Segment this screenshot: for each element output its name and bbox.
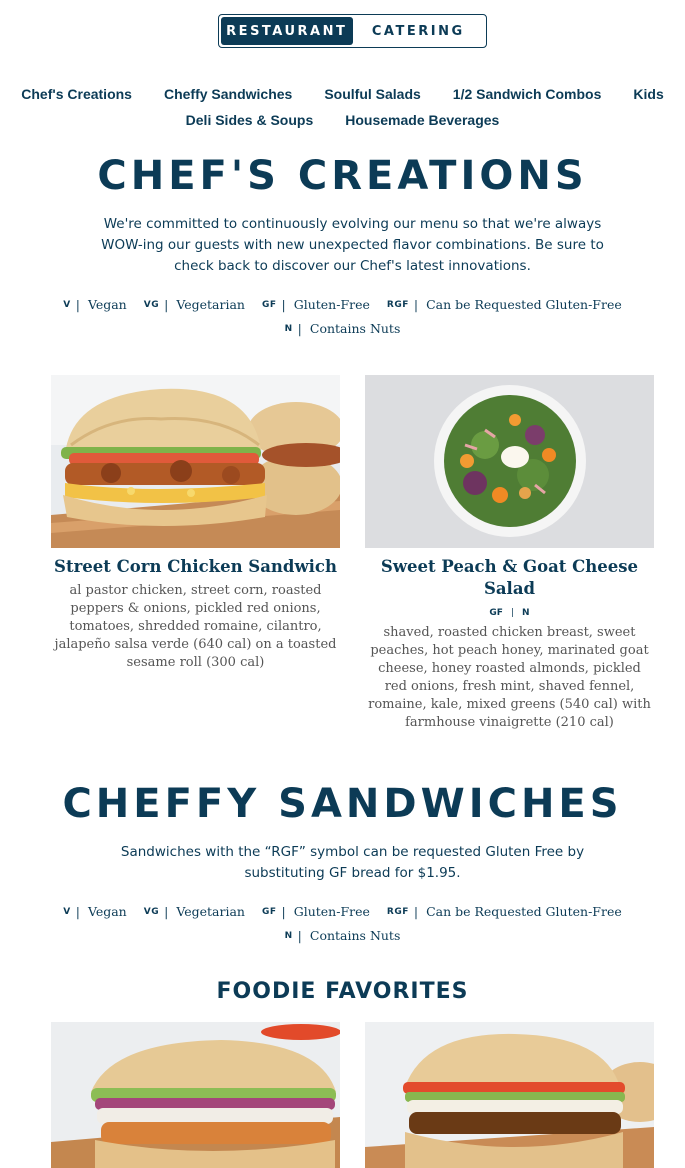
sandwich-image[interactable] [51, 1022, 340, 1168]
legend-label: Can be Requested Gluten-Free [426, 904, 622, 919]
sandwich-image[interactable] [365, 1022, 654, 1168]
cheffy-sandwiches-title: CHEFFY SANDWICHES [62, 781, 623, 827]
legend-code: VG [143, 907, 160, 917]
tag-contains-nuts: N [522, 608, 530, 618]
nav-link-soulful-salads[interactable]: Soulful Salads [324, 86, 421, 102]
legend-code: VG [143, 300, 160, 310]
menu-item-card[interactable] [51, 375, 340, 672]
legend-gluten-free: GF | Gluten-Free [262, 900, 370, 924]
dietary-legend [0, 293, 685, 341]
legend-label: Gluten-Free [293, 904, 370, 919]
menu-item-description: al pastor chicken, street corn, roasted peppers & onions, pickled red onions, tomatoes, shredded romaine, cilantro, jalapeño salsa verde (640 cal) on a toasted sesame roll (300 cal) [54, 583, 337, 670]
legend-code: N [284, 931, 293, 941]
nav-link-kids[interactable]: Kids [633, 86, 664, 102]
legend-label: Can be Requested Gluten-Free [426, 297, 622, 312]
menu-item-tags: GF | N [489, 608, 530, 618]
menu-type-toggle [218, 14, 487, 48]
street-corn-chicken-sandwich-image [51, 375, 340, 548]
menu-item-name: Street Corn Chicken Sandwich [54, 557, 337, 576]
menu-item-card[interactable] [365, 375, 654, 732]
legend-label: Vegetarian [176, 904, 245, 919]
legend-requested-gluten-free: RGF | Can be Requested Gluten-Free [387, 900, 622, 924]
legend-label: Contains Nuts [309, 321, 401, 336]
nav-link-chefs-creations[interactable]: Chef's Creations [21, 86, 132, 102]
restaurant-tab[interactable]: RESTAURANT [221, 17, 353, 45]
legend-code: GF [261, 907, 277, 917]
legend-requested-gluten-free: RGF | Can be Requested Gluten-Free [387, 293, 622, 317]
legend-label: Vegetarian [176, 297, 245, 312]
legend-code: V [63, 300, 71, 310]
catering-tab[interactable]: CATERING [371, 23, 465, 39]
legend-code: V [63, 907, 71, 917]
legend-code: RGF [386, 907, 409, 917]
chefs-creations-title: CHEF'S CREATIONS [97, 153, 588, 199]
legend-code: RGF [386, 300, 409, 310]
nav-link-housemade-beverages[interactable]: Housemade Beverages [345, 112, 500, 128]
sweet-peach-goat-cheese-salad-image [365, 375, 654, 548]
dietary-legend [0, 900, 685, 948]
menu-item-description: shaved, roasted chicken breast, sweet peaches, hot peach honey, marinated goat cheese, honey roasted almonds, pickled red onions, fresh mint, shaved fennel, romaine, kale, mixed greens (540 cal) with farmhouse vinaigrette (210 cal) [368, 625, 651, 730]
menu-item-name: Sweet Peach & Goat Cheese Salad [380, 557, 639, 598]
legend-contains-nuts: N | Contains Nuts [285, 924, 401, 948]
nav-link-cheffy-sandwiches[interactable]: Cheffy Sandwiches [163, 86, 293, 102]
legend-label: Gluten-Free [293, 297, 370, 312]
legend-label: Vegan [87, 904, 127, 919]
legend-label: Contains Nuts [309, 928, 401, 943]
legend-vegetarian: VG | Vegetarian [144, 900, 245, 924]
legend-label: Vegan [87, 297, 127, 312]
legend-vegan: V | Vegan [63, 900, 126, 924]
legend-code: N [284, 324, 293, 334]
legend-contains-nuts: N | Contains Nuts [285, 317, 401, 341]
nav-link-sandwich-combos[interactable]: 1/2 Sandwich Combos [452, 86, 602, 102]
legend-gluten-free: GF | Gluten-Free [262, 293, 370, 317]
cheffy-sandwiches-description: Sandwiches with the “RGF” symbol can be requested Gluten Free by substituting GF bread for $1.95. [120, 844, 585, 881]
tag-gluten-free: GF [489, 608, 503, 618]
legend-code: GF [261, 300, 277, 310]
foodie-favorites-title: FOODIE FAVORITES [216, 979, 469, 1004]
nav-link-deli-sides-soups[interactable]: Deli Sides & Soups [185, 112, 314, 128]
chefs-creations-description: We're committed to continuously evolving our menu so that we're always WOW-ing our guests with new unexpected flavor combinations. Be sure to check back to discover our Chef's latest innovations. [101, 216, 604, 274]
category-nav [0, 81, 685, 133]
legend-vegan: V | Vegan [63, 293, 126, 317]
legend-vegetarian: VG | Vegetarian [144, 293, 245, 317]
